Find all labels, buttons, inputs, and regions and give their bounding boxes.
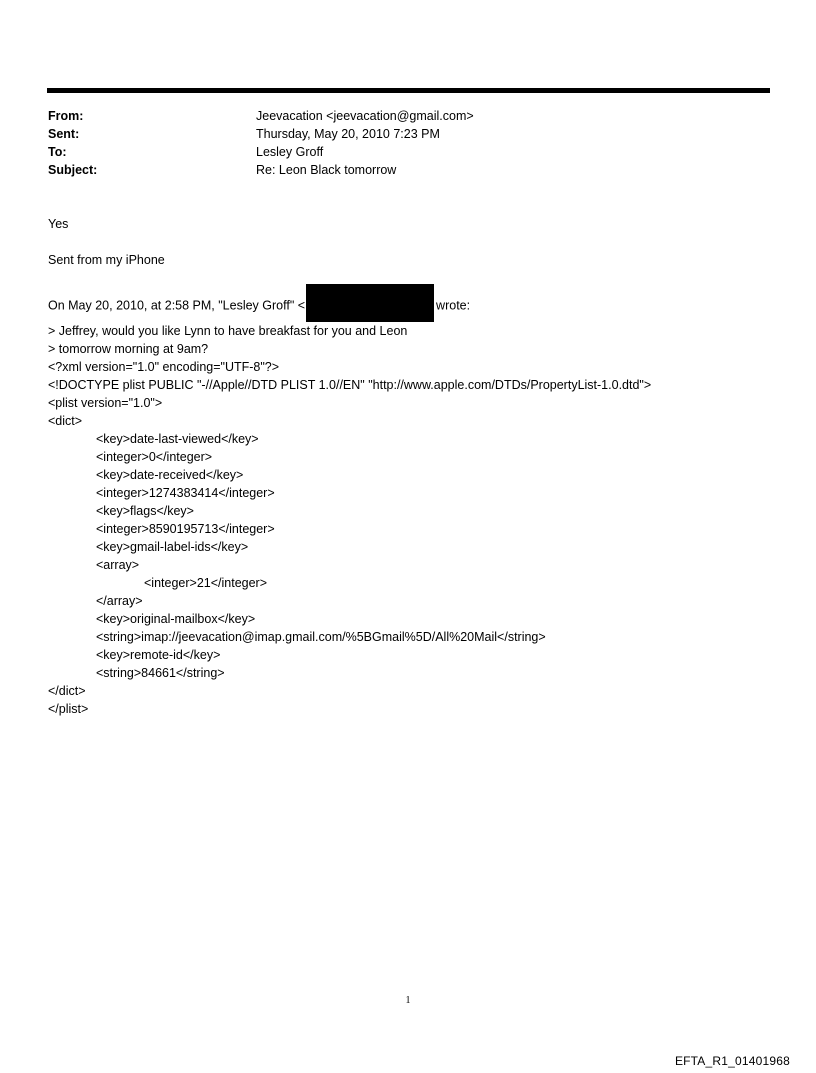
plist-line: <!DOCTYPE plist PUBLIC "-//Apple//DTD PLIST 1.0//EN" "http://www.apple.com/DTDs/PropertyList-1.0.dtd"> [48, 378, 652, 392]
plist-line: <key>flags</key> [96, 504, 194, 518]
plist-line: <dict> [48, 414, 83, 428]
redaction-box [306, 284, 434, 322]
plist-line: <plist version="1.0"> [48, 396, 163, 410]
plist-line: <string>84661</string> [96, 666, 225, 680]
plist-line: <integer>0</integer> [96, 450, 213, 464]
subject-label: Subject: [48, 163, 98, 177]
quoted-line: > Jeffrey, would you like Lynn to have breakfast for you and Leon [48, 324, 408, 338]
plist-line: <key>gmail-label-ids</key> [96, 540, 249, 554]
quote-intro [48, 287, 471, 313]
reply-text: Yes [48, 217, 69, 231]
sent-label: Sent: [48, 127, 80, 141]
plist-line: <array> [96, 558, 140, 572]
plist-line: <integer>8590195713</integer> [96, 522, 275, 536]
quote-intro-after: wrote: [436, 298, 471, 313]
plist-line: <?xml version="1.0" encoding="UTF-8"?> [48, 360, 280, 374]
from-value: Jeevacation <jeevacation@gmail.com> [256, 109, 474, 123]
plist-line: <integer>21</integer> [144, 576, 268, 590]
from-label: From: [48, 109, 84, 123]
to-label: To: [48, 145, 67, 159]
plist-line: <string>imap://jeevacation@imap.gmail.com/%5BGmail%5D/All%20Mail</string> [96, 630, 546, 644]
plist-line: <integer>1274383414</integer> [96, 486, 275, 500]
bates-number: EFTA_R1_01401968 [674, 1054, 790, 1068]
plist-line: <key>date-last-viewed</key> [96, 432, 259, 446]
plist-line: </array> [96, 594, 143, 608]
to-value: Lesley Groff [256, 145, 324, 159]
subject-value: Re: Leon Black tomorrow [256, 163, 397, 177]
quote-intro-before: On May 20, 2010, at 2:58 PM, "Lesley Groff" < [48, 298, 306, 313]
plist-line: <key>original-mailbox</key> [96, 612, 256, 626]
quoted-line: > tomorrow morning at 9am? [48, 342, 209, 356]
plist-line: </dict> [48, 684, 86, 698]
sent-value: Thursday, May 20, 2010 7:23 PM [256, 127, 440, 141]
signature-text: Sent from my iPhone [48, 253, 165, 267]
plist-line: <key>remote-id</key> [96, 648, 221, 662]
header-divider-rule [47, 88, 770, 93]
plist-line: <key>date-received</key> [96, 468, 244, 482]
plist-line: </plist> [48, 702, 89, 716]
page-number: 1 [405, 995, 411, 1006]
